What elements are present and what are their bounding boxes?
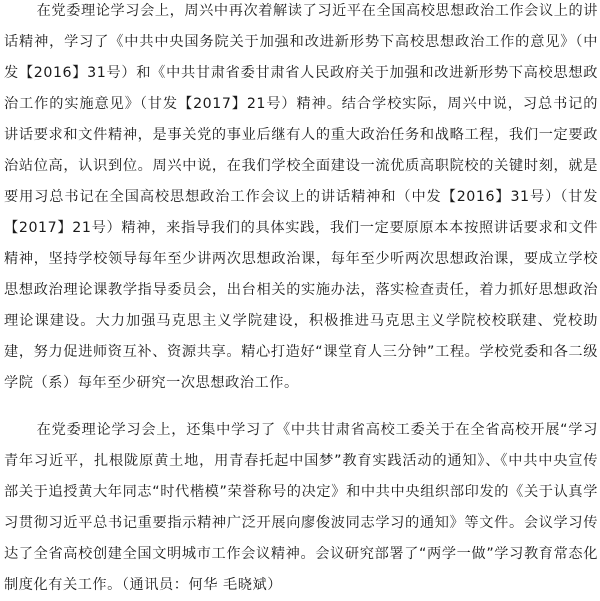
article-paragraph-1: 在党委理论学习会上，周兴中再次着解读了习近平在全国高校思想政治工作会议上的讲话精神，学习了《中共中央国务院关于加强和改进新形势下高校思想政治工作的意见》（中发【2016】31号）和《中共甘肃省委甘肃省人民政府关于加强和改进新形势下高校思想政治工作的实施意见》（甘发【2017】21号）精神。结合学校实际，周兴中说，习总书记的讲话要求和文件精神，是事关党的事业后继有人的重大政治任务和战略工程，我们一定要政治站位高，认识到位。周兴中说，在我们学校全面建设一流优质高职院校的关键时刻，就是要用习总书记在全国高校思想政治工作会议上的讲话精神和（中发【2016】31号）（甘发【2017】21号）精神，来指导我们的具体实践，我们一定要原原本本按照讲话要求和文件精神，坚持学校领导每年至少讲两次思想政治课，每年至少听两次思想政治课，要成立学校思想政治理论课教学指导委员会，出台相关的实施办法，落实检查责任，着力抓好思想政治理论课建设。大力加强马克思主义学院建设，积极推进马克思主义学院校校联建、党校助建，努力促进师资互补、资源共享。精心打造好“课堂育人三分钟”工程。学校党委和各二级学院（系）每年至少研究一次思想政治工作。 <box>4 3 598 391</box>
paragraph-spacer <box>4 399 598 415</box>
article-paragraph-2: 在党委理论学习会上，还集中学习了《中共甘肃省高校工委关于在全省高校开展“学习青年习近平，扎根陇原黄土地，用青春托起中国梦”教育实践活动的通知》、《中共中央宣传部关于追授黄大年同志“时代楷模”荣誉称号的决定》和中共中央组织部印发的《关于认真学习贯彻习近平总书记重要指示精神广泛开展向廖俊波同志学习的通知》等文件。会议学习传达了全省高校创建全国文明城市工作会议精神。会议研究部署了“两学一做”学习教育常态化制度化有关工作。（通讯员：何华 毛晓斌） <box>4 422 598 593</box>
